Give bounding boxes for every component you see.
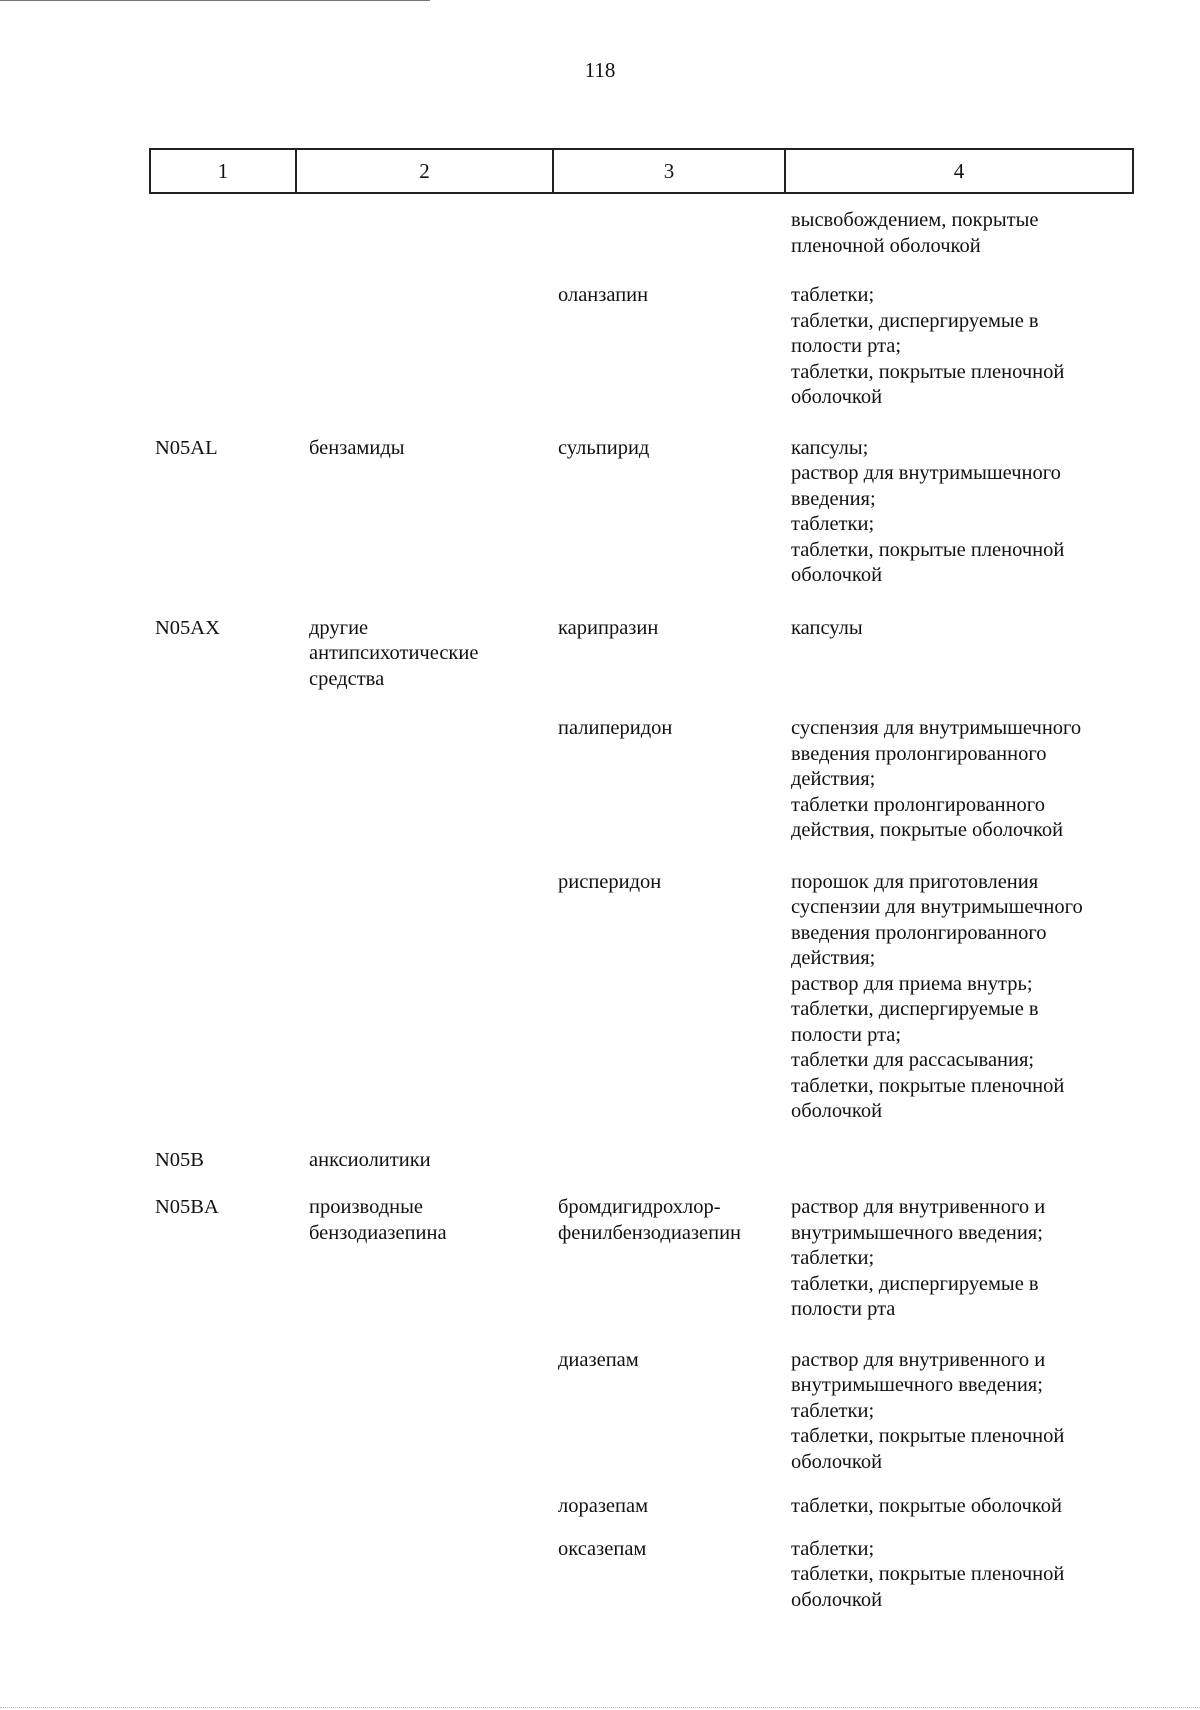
group-name-line: производные [309,1196,424,1218]
drug-name [552,716,784,742]
dosage-forms-line: таблетки; [791,284,875,306]
header-col-3: 3 [554,150,786,192]
dosage-forms-line: внутримышечного введения; [791,1374,1043,1396]
atc-code: N05AX [155,616,220,639]
dosage-forms-line: таблетки, покрытые пленочной [791,1074,1065,1097]
drug-name-line: палиперидон [558,717,673,739]
group-name [295,616,552,693]
table-row [0,1348,1200,1476]
table-row [0,616,1200,693]
atc-code: N05B [155,1148,204,1171]
scan-bottom-edge [0,1707,1200,1709]
drug-name [552,1348,784,1374]
dosage-forms-line: раствор для внутривенного и [791,1196,1046,1218]
dosage-forms [784,1537,1114,1614]
drug-name-line: карипразин [558,616,659,639]
dosage-forms-line: таблетки, диспергируемые в [791,309,1039,332]
header-col-4: 4 [953,158,965,183]
page-number: 118 [584,58,616,82]
dosage-forms-line: внутримышечного введения; [791,1221,1043,1244]
dosage-forms-line: таблетки; [791,513,875,535]
table-row [0,1148,1200,1174]
drug-name-line: сульпирид [558,436,650,459]
dosage-forms-line: полости рта; [791,335,902,357]
dosage-forms [784,1348,1114,1476]
dosage-forms-line: раствор для внутримышечного [791,462,1061,484]
atc-code: N05BA [155,1196,219,1218]
dosage-forms-line: таблетки, покрытые пленочной [791,1563,1065,1585]
drug-name [552,1494,784,1520]
dosage-forms-line: введения пролонгированного [791,742,1047,765]
header-col-2: 2 [297,150,554,192]
dosage-forms-line: таблетки; [791,1247,875,1269]
group-name [295,1195,552,1246]
dosage-forms [784,283,1114,411]
dosage-forms-line: таблетки; [791,1399,875,1422]
dosage-forms-line: высвобождением, покрытые [791,209,1039,231]
dosage-forms-line: таблетки, покрытые пленочной [791,360,1065,383]
dosage-forms [784,1195,1114,1323]
drug-name [552,1195,784,1246]
dosage-forms-line: таблетки, диспергируемые в [791,998,1039,1020]
table-row [0,1195,1200,1323]
dosage-forms-line: таблетки для рассасывания; [791,1049,1035,1071]
dosage-forms-line: оболочкой [791,1100,883,1122]
group-name-line: бензодиазепина [309,1221,447,1244]
dosage-forms-line: капсулы; [791,436,869,459]
dosage-forms-line: действия, покрытые оболочкой [791,819,1064,841]
dosage-forms-line: раствор для приема внутрь; [791,972,1033,995]
table-row [0,436,1200,589]
drug-name-line: оланзапин [558,284,649,306]
drug-name [552,870,784,896]
table-row [0,1537,1200,1614]
dosage-forms-line: раствор для внутривенного и [791,1348,1046,1371]
drug-name-line: рисперидон [558,870,662,893]
dosage-forms [784,716,1114,844]
dosage-forms-line: оболочкой [791,386,883,408]
drug-name-line: фенилбензодиазепин [558,1221,742,1244]
dosage-forms-line: суспензии для внутримышечного [791,896,1083,918]
dosage-forms-line: таблетки, покрытые пленочной [791,1425,1065,1447]
dosage-forms-line: полости рта; [791,1023,902,1046]
dosage-forms [784,870,1114,1125]
dosage-forms [784,208,1114,259]
dosage-forms-line: действия; [791,768,876,790]
dosage-forms-line: оболочкой [791,1588,883,1611]
dosage-forms [784,436,1114,589]
scan-edge-line [0,0,430,1]
drug-name [552,283,784,309]
dosage-forms-line: полости рта [791,1298,896,1320]
dosage-forms-line: порошок для приготовления [791,870,1039,893]
dosage-forms-line: капсулы [791,616,863,639]
group-name [295,436,552,462]
atc-code: N05AL [155,436,218,459]
drug-name-line: оксазепам [558,1537,647,1560]
table-row [0,208,1200,259]
drug-name [552,616,784,642]
drug-name-line: бромдигидрохлор- [558,1196,721,1218]
group-name-line: анксиолитики [309,1148,431,1171]
dosage-forms-line: оболочкой [791,1450,883,1473]
drug-name [552,436,784,462]
dosage-forms-line: таблетки, покрытые пленочной [791,538,1065,561]
dosage-forms-line: суспензия для внутримышечного [791,717,1082,739]
dosage-forms-line: введения пролонгированного [791,921,1047,944]
dosage-forms-line: таблетки пролонгированного [791,793,1045,816]
group-name [295,1148,552,1174]
dosage-forms-line: таблетки, диспергируемые в [791,1272,1039,1295]
drug-name [552,1537,784,1563]
dosage-forms-line: введения; [791,487,876,510]
table-row [0,283,1200,411]
dosage-forms-line: действия; [791,947,876,969]
dosage-forms-line: пленочной оболочкой [791,234,981,257]
table-row [0,1494,1200,1520]
group-name-line: бензамиды [309,436,405,459]
group-name-line: другие [309,616,369,639]
dosage-forms [784,1494,1114,1520]
table-row [0,870,1200,1125]
drug-name-line: лоразепам [558,1495,649,1517]
group-name-line: антипсихотические [309,642,479,664]
header-col-1: 1 [151,150,297,192]
group-name-line: средства [309,667,385,690]
dosage-forms [784,616,1114,642]
table-row [0,716,1200,844]
dosage-forms-line: таблетки; [791,1537,875,1560]
dosage-forms-line: оболочкой [791,564,883,586]
drug-name-line: диазепам [558,1348,639,1371]
dosage-forms-line: таблетки, покрытые оболочкой [791,1495,1062,1517]
table-body [0,208,1200,1613]
table-header [149,148,1134,194]
